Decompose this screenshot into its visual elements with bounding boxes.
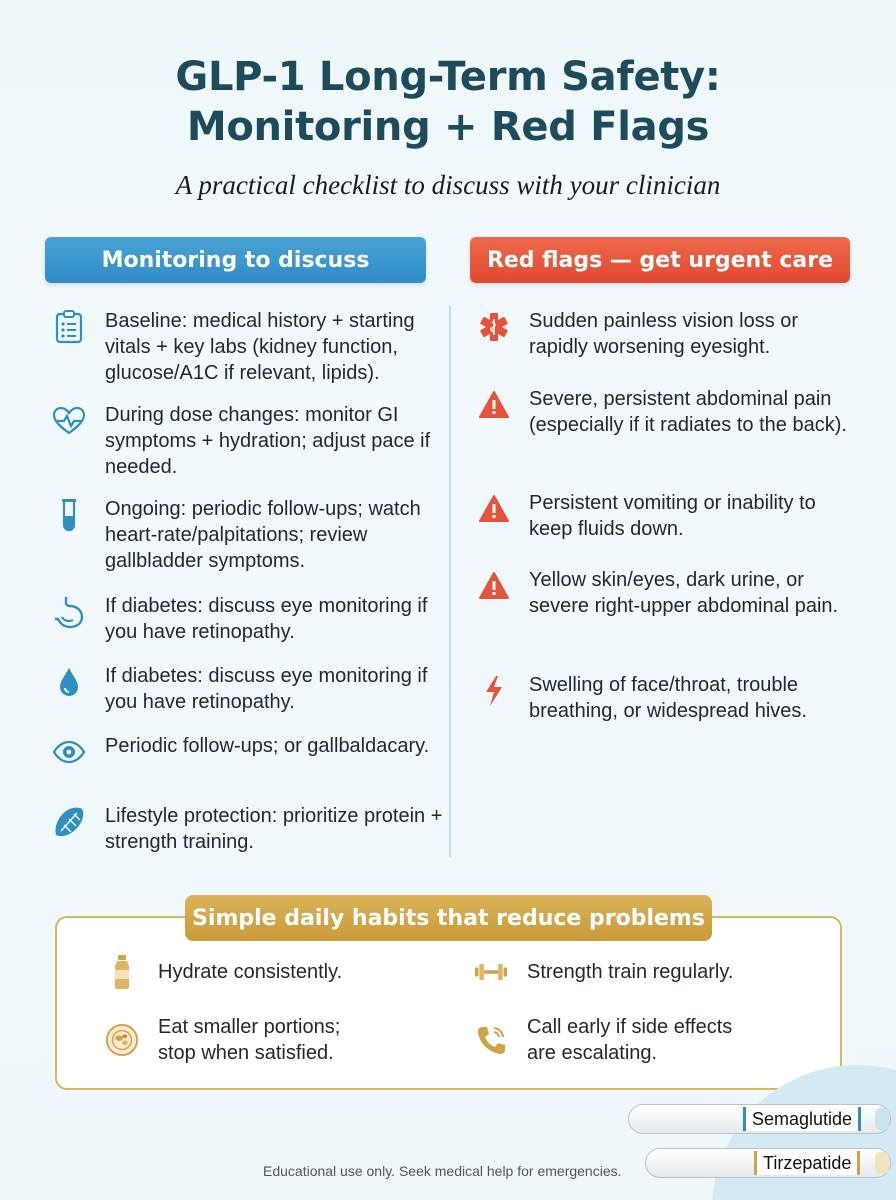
monitoring-item-text: Periodic follow-ups; or gallbaldacary.: [105, 735, 430, 757]
pen-cap: [875, 1152, 889, 1174]
monitoring-item-text: During dose changes: monitor GI symptoms + hydration; adjust pace if needed.: [105, 404, 431, 478]
monitoring-item-text: Ongoing: periodic follow-ups; watch heart-rate/palpitations; review gallbladder symptoms.: [105, 498, 421, 572]
monitoring-item: [52, 663, 445, 715]
monitoring-item: [52, 803, 445, 855]
plate-icon: [105, 1023, 139, 1057]
monitoring-item-text: If diabetes: discuss eye monitoring if you have retinopathy.: [105, 595, 428, 643]
habits-heading: Simple daily habits that reduce problems: [185, 895, 712, 941]
column-divider: [449, 305, 451, 857]
monitoring-item: [52, 496, 445, 574]
medical-star-icon: [477, 310, 511, 344]
pen-label: Semaglutide: [743, 1107, 861, 1131]
page-title: [0, 52, 896, 152]
habit-item: [105, 955, 342, 989]
subtitle: A practical checklist to discuss with your clinician: [175, 170, 721, 200]
monitoring-heading: Monitoring to discuss: [45, 237, 426, 283]
pen-label: Tirzepatide: [754, 1151, 860, 1175]
red-flag-text: Yellow skin/eyes, dark urine, or severe right-upper abdominal pain.: [529, 569, 839, 617]
monitoring-item: [52, 308, 445, 386]
habit-text: Strength train regularly.: [527, 961, 734, 983]
semaglutide-pen: [628, 1104, 891, 1134]
habit-text: Call early if side effects are escalating.: [527, 1016, 733, 1064]
monitoring-item-text: If diabetes: discuss eye monitoring if you have retinopathy.: [105, 665, 428, 713]
monitoring-item: [52, 593, 445, 645]
heart-pulse-icon: [52, 404, 86, 438]
title-line-1: GLP-1 Long-Term Safety:: [175, 54, 721, 100]
monitoring-item: [52, 402, 445, 480]
red-flag-item: [477, 386, 849, 438]
red-flag-text: Persistent vomiting or inability to keep fluids down.: [529, 492, 816, 540]
water-drop-icon: [52, 665, 86, 699]
warning-icon: [477, 569, 511, 603]
warning-icon: [477, 492, 511, 526]
title-line-2: Monitoring + Red Flags: [186, 104, 710, 150]
pen-cap: [875, 1108, 889, 1130]
red-flag-item: [477, 672, 849, 724]
eye-icon: [52, 735, 86, 769]
footer-disclaimer: Educational use only. Seek medical help for emergencies.: [263, 1163, 622, 1179]
monitoring-item: [52, 733, 445, 769]
red-flag-text: Severe, persistent abdominal pain (especially if it radiates to the back).: [529, 388, 847, 436]
lightning-icon: [477, 674, 511, 708]
monitoring-item-text: Lifestyle protection: prioritize protein + strength training.: [105, 805, 443, 853]
water-bottle-icon: [105, 955, 139, 989]
red-flag-text: Sudden painless vision loss or rapidly worsening eyesight.: [529, 310, 799, 358]
muscle-icon: [52, 805, 86, 839]
habit-item: [474, 955, 733, 989]
dumbbell-icon: [474, 955, 508, 989]
warning-icon: [477, 388, 511, 422]
monitoring-item-text: Baseline: medical history + starting vitals + key labs (kidney function, glucose/A1C if relevant, lipids).: [105, 310, 415, 384]
habit-item: [105, 1014, 340, 1066]
stomach-icon: [52, 595, 86, 629]
clipboard-icon: [52, 310, 86, 344]
red-flag-item: [477, 308, 849, 360]
red-flag-text: Swelling of face/throat, trouble breathing, or widespread hives.: [529, 674, 807, 722]
phone-icon: [474, 1023, 508, 1057]
test-tube-icon: [52, 498, 86, 532]
tirzepatide-pen: [645, 1148, 891, 1178]
red-flag-item: [477, 567, 849, 619]
red-flags-heading: Red flags — get urgent care: [470, 237, 850, 283]
habit-item: [474, 1014, 732, 1066]
red-flag-item: [477, 490, 849, 542]
habit-text: Hydrate consistently.: [158, 961, 343, 983]
habit-text: Eat smaller portions; stop when satisfied.: [158, 1016, 341, 1064]
